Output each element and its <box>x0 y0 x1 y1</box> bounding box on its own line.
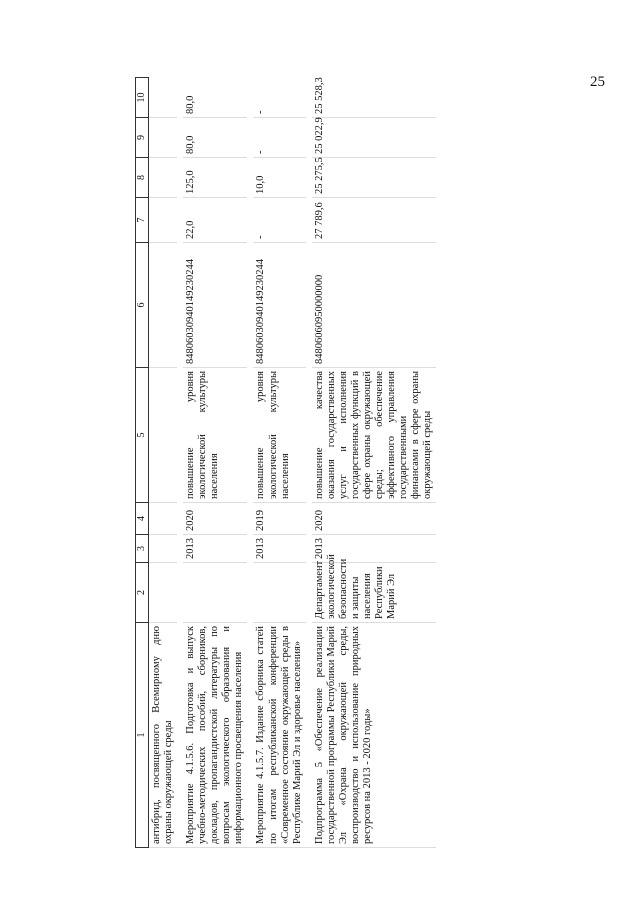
table-cell <box>149 503 178 535</box>
column-header: 5 <box>136 368 149 503</box>
table-cell: 84806060950000000 <box>312 243 437 368</box>
table-cell <box>149 563 178 623</box>
table-cell: 2020 <box>312 503 437 535</box>
table-cell: 2013 <box>312 535 437 563</box>
column-header: 4 <box>136 503 149 535</box>
table-cell: 10,0 <box>253 158 305 198</box>
table-cell: Подпрограмма 5 «Обеспечение реализации государственной программы Республики Марий Эл «Охрана окружающей среды, воспроизводство и использование природных ресурсов на 2013 - 2020 годы» <box>312 623 437 848</box>
rotated-table-container <box>135 77 535 848</box>
table-header-row <box>136 78 149 848</box>
table-cell <box>149 118 178 158</box>
table-row <box>149 78 178 848</box>
table-cell: 80,0 <box>183 118 247 158</box>
column-header: 10 <box>136 78 149 118</box>
table-cell: 2020 <box>183 503 247 535</box>
table-cell: - <box>253 118 305 158</box>
table-cell: 25 022,9 <box>312 118 437 158</box>
table-cell: 25 275,5 <box>312 158 437 198</box>
table-row <box>312 78 437 848</box>
table-cell: антибрид, посвященного Всемирному дню охраны окружающей среды <box>149 623 178 848</box>
column-header: 2 <box>136 563 149 623</box>
table-cell <box>253 563 305 623</box>
table-cell: Мероприятие 4.1.5.6. Подготовка и выпуск учебно-методических пособий, сборников, докладов, пропагандистской литературы по вопросам экологического образования и информационного просвещения населения <box>183 623 247 848</box>
table-row <box>183 78 247 848</box>
table-cell: повышение уровня экологической культуры населения <box>253 368 305 503</box>
table-cell: 2013 <box>183 535 247 563</box>
table-cell: 84806030940149230244 <box>253 243 305 368</box>
table-cell <box>149 368 178 503</box>
table-cell: 22,0 <box>183 198 247 243</box>
data-table <box>135 77 436 848</box>
column-header: 8 <box>136 158 149 198</box>
table-cell <box>149 198 178 243</box>
table-cell: 84806030940149230244 <box>183 243 247 368</box>
table-cell <box>149 158 178 198</box>
column-header: 9 <box>136 118 149 158</box>
column-header: 3 <box>136 535 149 563</box>
column-header: 1 <box>136 623 149 848</box>
table-cell: 80,0 <box>183 78 247 118</box>
table-cell: Мероприятие 4.1.5.7. Издание сборника статей по итогам республиканской конференции «Современное состояние окружающей среды в Республике Марий Эл и здоровье населения» <box>253 623 305 848</box>
table-cell: 2013 <box>253 535 305 563</box>
table-cell: 125,0 <box>183 158 247 198</box>
table-cell: 25 528,3 <box>312 78 437 118</box>
table-cell: 2019 <box>253 503 305 535</box>
column-header: 6 <box>136 243 149 368</box>
table-cell: Департамент экологической безопасности и защиты населения Республики Марий Эл <box>312 563 437 623</box>
table-cell <box>149 243 178 368</box>
table-cell: повышение уровня экологической культуры населения <box>183 368 247 503</box>
table-cell: - <box>253 198 305 243</box>
table-row <box>253 78 305 848</box>
table-cell: 27 789,6 <box>312 198 437 243</box>
table-cell: - <box>253 78 305 118</box>
table-cell <box>149 535 178 563</box>
page-number: 25 <box>590 74 605 90</box>
column-header: 7 <box>136 198 149 243</box>
table-cell <box>183 563 247 623</box>
table-cell: повышение качества оказания государственных услуг и исполнения государственных функций в сфере охраны окружающей среды; обеспечение эффективного управления государственными финансами в сфере охраны окружающей среды <box>312 368 437 503</box>
table-cell <box>149 78 178 118</box>
